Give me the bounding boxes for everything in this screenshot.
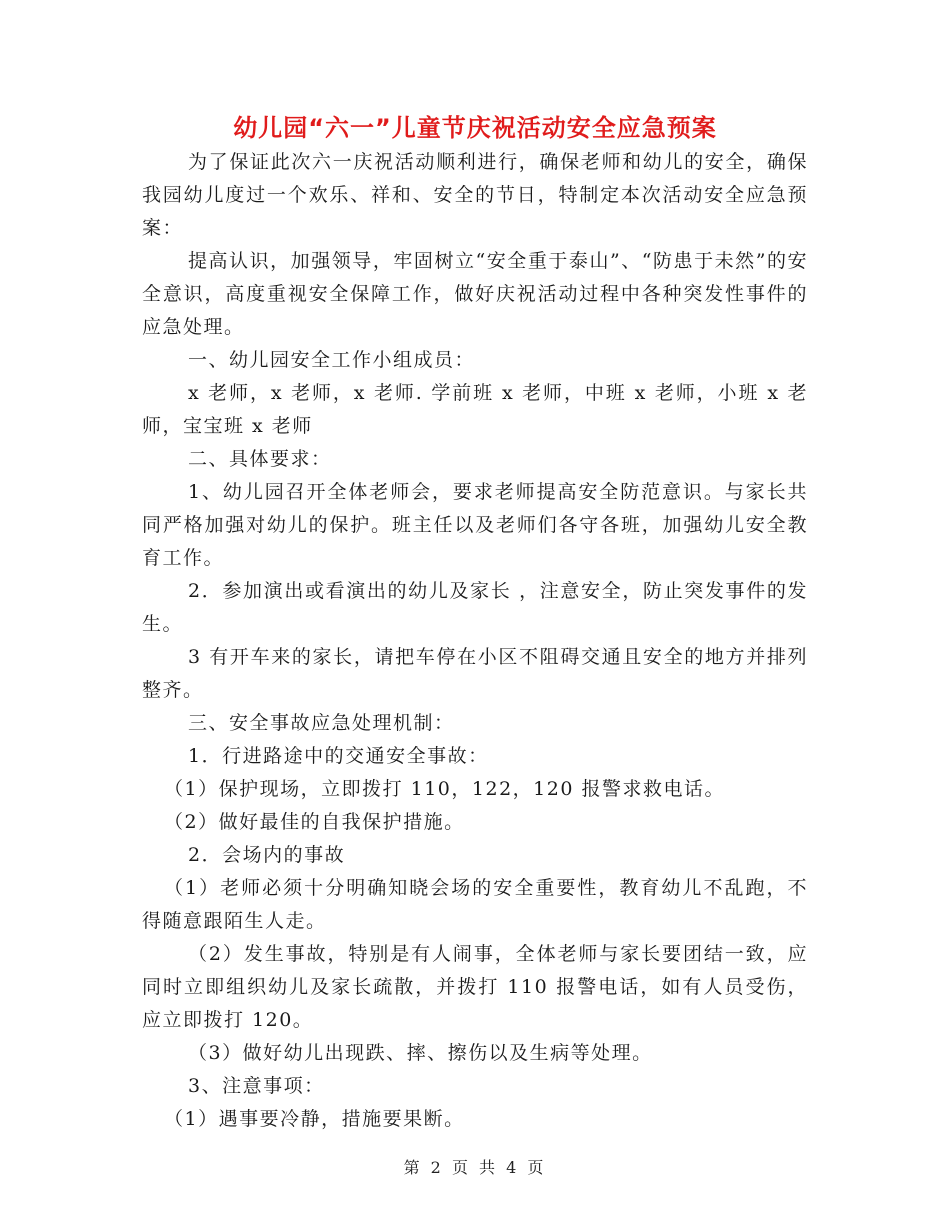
paragraph-intro: 为了保证此次六一庆祝活动顺利进行，确保老师和幼儿的安全，确保我园幼儿度过一个欢乐、祥和、安全的节日，特制定本次活动安全应急预案： xyxy=(142,151,808,239)
section-heading-2: 二、具体要求： xyxy=(188,448,332,470)
paragraph-members: x 老师，x 老师，x 老师. 学前班 x 老师，中班 x 老师，小班 x 老师，宝宝班 x 老师 xyxy=(142,382,808,437)
paragraph-requirement-1: 1、幼儿园召开全体老师会，要求老师提高安全防范意识。与家长共同严格加强对幼儿的保护。班主任以及老师们各守各班，加强幼儿安全教育工作。 xyxy=(142,481,808,569)
item-notes-1: （1）遇事要冷静，措施要果断。 xyxy=(164,1108,465,1130)
paragraph-awareness: 提高认识，加强领导，牢固树立“安全重于泰山”、“防患于未然”的安全意识，高度重视安全保障工作，做好庆祝活动过程中各种突发性事件的应急处理。 xyxy=(142,250,808,338)
section-heading-3: 三、安全事故应急处理机制： xyxy=(188,712,455,734)
page-number-footer: 第 2 页 共 4 页 xyxy=(403,1158,547,1177)
document-title: 幼儿园“六一”儿童节庆祝活动安全应急预案 xyxy=(233,114,717,142)
item-venue-3: （3）做好幼儿出现跌、摔、擦伤以及生病等处理。 xyxy=(188,1042,653,1064)
subheading-venue: 2．会场内的事故 xyxy=(188,844,346,866)
item-venue-2: （2）发生事故，特别是有人闹事，全体老师与家长要团结一致，应同时立即组织幼儿及家长疏散，并拨打 110 报警电话，如有人员受伤，应立即拨打 120。 xyxy=(142,943,808,1031)
item-traffic-1: （1）保护现场，立即拨打 110，122，120 报警求救电话。 xyxy=(164,778,725,800)
document-body xyxy=(142,146,808,1136)
paragraph-requirement-2: 2．参加演出或看演出的幼儿及家长 ，注意安全，防止突发事件的发生。 xyxy=(142,580,808,635)
section-heading-1: 一、幼儿园安全工作小组成员： xyxy=(188,349,476,371)
paragraph-requirement-3: 3 有开车来的家长，请把车停在小区不阻碍交通且安全的地方并排列整齐。 xyxy=(142,646,808,701)
subheading-notes: 3、注意事项： xyxy=(188,1075,325,1097)
subheading-traffic: 1．行进路途中的交通安全事故： xyxy=(188,745,489,767)
item-traffic-2: （2）做好最佳的自我保护措施。 xyxy=(164,811,465,833)
item-venue-1: （1）老师必须十分明确知晓会场的安全重要性，教育幼儿不乱跑，不得随意跟陌生人走。 xyxy=(142,877,808,932)
